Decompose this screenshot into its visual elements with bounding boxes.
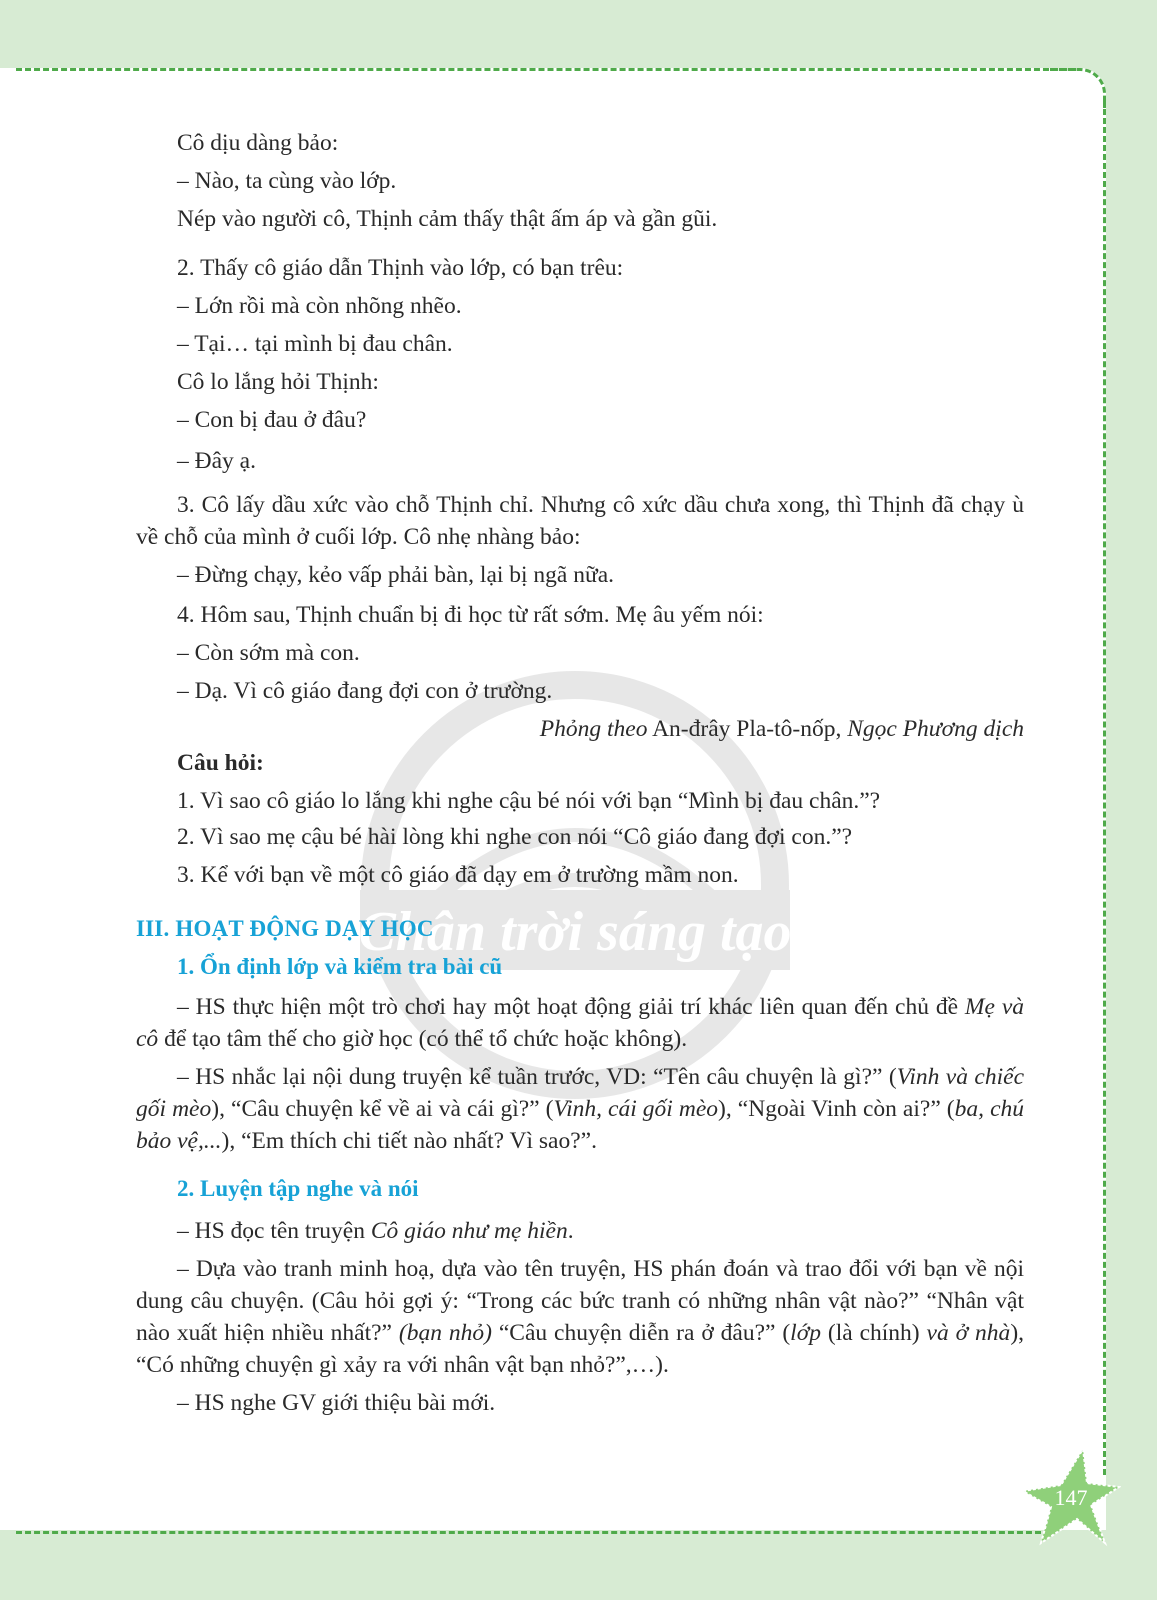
subsection-title: 1. Ổn định lớp và kiểm tra bài cũ: [177, 954, 503, 979]
text-run: – HS thực hiện một trò chơi hay một hoạt động giải trí khác liên quan đến chủ đề: [177, 994, 965, 1020]
activity-paragraph: [136, 1215, 1024, 1247]
attribution-prefix: Phỏng theo: [539, 716, 648, 742]
text-run: “Câu chuyện diễn ra ở đâu?” (: [491, 1320, 791, 1346]
activity-paragraph: [136, 991, 1024, 1055]
text-run-italic: và ở nhà: [926, 1320, 1011, 1346]
text-run: .: [567, 1218, 574, 1244]
story-line: – Lớn rồi mà còn nhõng nhẽo.: [177, 293, 462, 319]
text-run-italic: Cô giáo như mẹ hiền: [370, 1218, 568, 1244]
story-line: 4. Hôm sau, Thịnh chuẩn bị đi học từ rất sớm. Mẹ âu yếm nói:: [177, 602, 764, 628]
activity-paragraph: – HS nghe GV giới thiệu bài mới.: [177, 1390, 496, 1416]
attribution-author: An-đrây Pla-tô-nốp,: [647, 716, 848, 742]
subsection-title: 2. Luyện tập nghe và nói: [177, 1176, 419, 1201]
page-number: 147: [1054, 1485, 1088, 1510]
text-run: – HS đọc tên truyện: [177, 1218, 371, 1244]
activity-paragraph: [136, 1061, 1024, 1157]
text-run-italic: ba, chú bảo vệ,...: [136, 1096, 1025, 1154]
section-title: III. HOẠT ĐỘNG DẠY HỌC: [136, 916, 434, 941]
story-line: Cô dịu dàng bảo:: [177, 130, 339, 156]
dashed-border-top: [16, 68, 1076, 71]
activity-paragraph: [136, 1253, 1024, 1381]
story-line: – Đây ạ.: [177, 448, 256, 474]
story-line: – Dạ. Vì cô giáo đang đợi con ở trường.: [177, 678, 553, 704]
text-run: (là chính): [821, 1320, 927, 1346]
story-line: Nép vào người cô, Thịnh cảm thấy thật ấm áp và gần gũi.: [177, 206, 718, 232]
story-paragraph: 3. Cô lấy dầu xức vào chỗ Thịnh chỉ. Nhưng cô xức dầu chưa xong, thì Thịnh đã chạy ù về chỗ của mình ở cuối lớp. Cô nhẹ nhàng bảo:: [136, 492, 1024, 550]
text-run-italic: Vinh, cái gối mèo: [553, 1096, 719, 1122]
text-run: ), “Em thích chi tiết nào nhất? Vì sao?”.: [221, 1128, 597, 1154]
text-run: – HS nhắc lại nội dung truyện kể tuần trước, VD: “Tên câu chuyện là gì?” (: [177, 1064, 897, 1090]
text-run-italic: Mẹ và cô: [136, 994, 1025, 1052]
text-run-italic: (bạn nhỏ): [398, 1320, 492, 1346]
story-line: – Con bị đau ở đâu?: [177, 407, 367, 433]
question-item: 2. Vì sao mẹ cậu bé hài lòng khi nghe con nói “Cô giáo đang đợi con.”?: [177, 824, 853, 850]
story-line: – Đừng chạy, kẻo vấp phải bàn, lại bị ngã nữa.: [177, 562, 615, 588]
dashed-border-right: [1103, 100, 1106, 1475]
story-line: – Còn sớm mà con.: [177, 640, 360, 666]
text-run: – Dựa vào tranh minh hoạ, dựa vào tên truyện, HS phán đoán và trao đổi với bạn về nội dung câu chuyện. (Câu hỏi gợi ý: “Trong các bức tranh có những nhân vật nào?” “Nhân vật nào xuất hiện nhiều nhất?”: [136, 1256, 1024, 1346]
story-line: 2. Thấy cô giáo dẫn Thịnh vào lớp, có bạn trêu:: [177, 255, 624, 281]
question-item: 1. Vì sao cô giáo lo lắng khi nghe cậu bé nói với bạn “Mình bị đau chân.”?: [177, 788, 881, 814]
text-run-italic: lớp: [790, 1320, 821, 1346]
main-content: [136, 127, 1024, 1419]
text-run: ), “Câu chuyện kể về ai và cái gì?” (: [211, 1096, 554, 1122]
text-run: ), “Có những chuyện gì xảy ra với nhân vật bạn nhỏ?”,…).: [136, 1320, 1025, 1378]
story-line: – Tại… tại mình bị đau chân.: [177, 331, 453, 357]
text-run: ), “Ngoài Vinh còn ai?” (: [718, 1096, 955, 1122]
attribution-translator: Ngọc Phương dịch: [847, 716, 1024, 742]
dashed-border-corner: [1050, 68, 1106, 108]
story-line: – Nào, ta cùng vào lớp.: [177, 168, 397, 194]
text-run: để tạo tâm thế cho giờ học (có thể tổ chức hoặc không).: [158, 1026, 688, 1052]
text-run-italic: Vinh và chiếc gối mèo: [136, 1064, 1025, 1122]
questions-title: Câu hỏi:: [177, 750, 264, 776]
story-attribution: [136, 713, 1024, 745]
dashed-border-bottom: [16, 1531, 1041, 1534]
question-item: 3. Kể với bạn về một cô giáo đã dạy em ở trường mầm non.: [177, 862, 739, 888]
story-line: Cô lo lắng hỏi Thịnh:: [177, 369, 379, 395]
